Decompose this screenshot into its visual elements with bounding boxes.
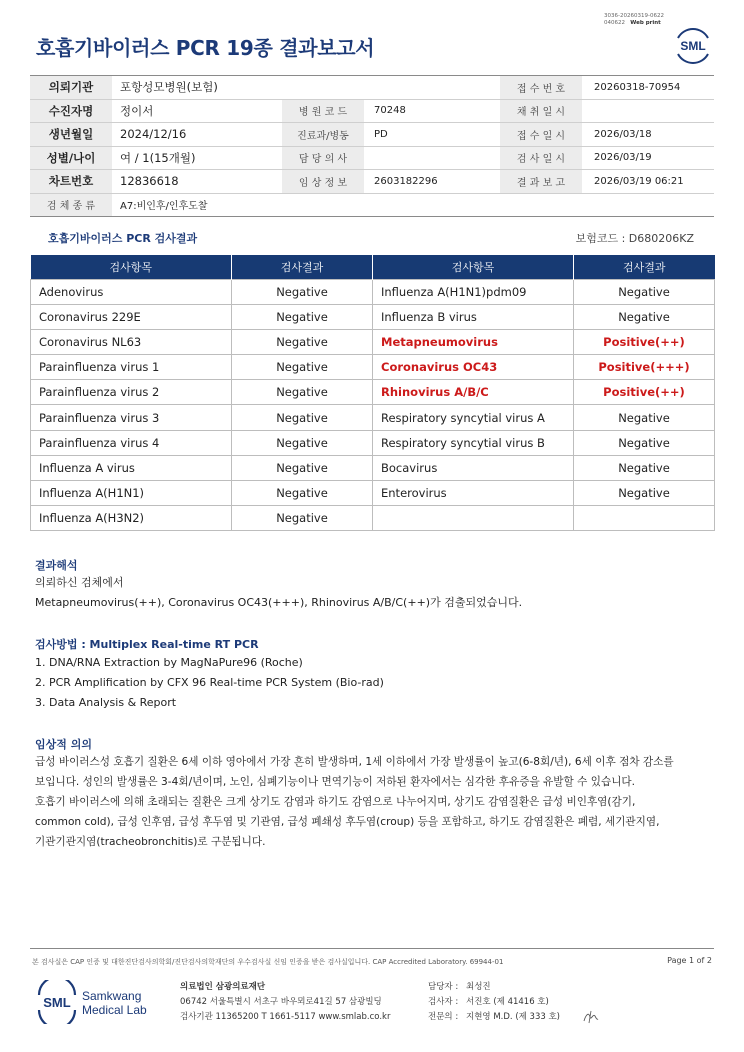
test-result: Negative [574, 481, 715, 506]
table-row [31, 355, 715, 380]
test-item: Parainfluenza virus 1 [31, 355, 232, 380]
method-step: 2. PCR Amplification by CFX 96 Real-time PCR System (Bio-rad) [35, 676, 384, 689]
interpretation-title: 결과해석 [35, 559, 78, 572]
test-result: Negative [574, 279, 715, 304]
test-item: Metapneumovirus [373, 329, 574, 354]
clinical-significance-line: common cold), 급성 인후염, 급성 후두염 및 기관염, 급성 폐쇄성 후두염(croup) 등을 포함하고, 하기도 감염질환은 폐렴, 세기관지염, [35, 816, 660, 828]
test-item: Influenza B virus [373, 304, 574, 329]
method-title: 검사방법 : Multiplex Real-time RT PCR [35, 638, 259, 651]
info-row [30, 170, 714, 194]
test-item: Parainfluenza virus 3 [31, 405, 232, 430]
test-result: Negative [232, 405, 373, 430]
table-row [31, 279, 715, 304]
insurance-code: 보험코드 : D680206KZ [575, 232, 694, 245]
test-result: Negative [232, 304, 373, 329]
test-item: Enterovirus [373, 481, 574, 506]
info-row [30, 147, 714, 171]
table-row [31, 329, 715, 354]
specimen-value: A7:비인후/인후도찰 [120, 201, 208, 212]
clinical-info-label: 임 상 정 보 [282, 170, 364, 193]
test-result: Negative [232, 430, 373, 455]
hospital-value: 포항성모병원(보험) [120, 80, 218, 95]
receipt-date-value: 2026/03/18 [594, 128, 652, 140]
table-row [31, 405, 715, 430]
clinical-significance-title: 임상적 의의 [35, 738, 92, 751]
test-result [574, 506, 715, 531]
sex-age-value: 여 / 1(15개월) [120, 150, 196, 165]
test-result: Negative [232, 355, 373, 380]
organization-info [180, 980, 390, 1025]
table-row [31, 455, 715, 480]
interpretation-line: Metapneumovirus(++), Coronavirus OC43(+++), Rhinovirus A/B/C(++)가 검출되었습니다. [35, 596, 523, 609]
test-result: Positive(++) [574, 380, 715, 405]
accreditation-note: 본 검사실은 CAP 인증 및 대한진단검사의학회/진단검사의학재단의 우수검사실 신임 인증을 받은 검사실입니다. CAP Accredited Laboratory. 69944-01 [32, 958, 504, 966]
receipt-no-label: 접 수 번 호 [500, 76, 582, 99]
staff-row: 담당자 : 최성진 [428, 982, 491, 992]
info-row [30, 76, 714, 100]
hospital-label: 의뢰기관 [30, 76, 112, 99]
chart-label: 차트번호 [30, 170, 112, 193]
test-result: Positive(+++) [574, 355, 715, 380]
test-result: Negative [232, 329, 373, 354]
clinical-significance-line: 호흡기 바이러스에 의해 초래되는 질환은 크게 상기도 감염과 하기도 감염으로 나누어지며, 상기도 감염질환은 급성 비인후염(감기, [35, 796, 636, 808]
svg-text:Samkwang: Samkwang [82, 989, 142, 1003]
results-table [30, 255, 715, 531]
footer-divider [30, 948, 714, 949]
table-row [31, 380, 715, 405]
test-item: Influenza A(H1N1)pdm09 [373, 279, 574, 304]
test-item: Influenza A(H1N1) [31, 481, 232, 506]
test-item: Coronavirus NL63 [31, 329, 232, 354]
test-result: Positive(++) [574, 329, 715, 354]
receipt-no-value: 20260318-70954 [594, 81, 681, 93]
test-item: Parainfluenza virus 4 [31, 430, 232, 455]
patient-label: 수진자명 [30, 100, 112, 123]
samkwang-logo-icon [36, 980, 156, 1024]
svg-text:Medical Lab: Medical Lab [82, 1003, 147, 1017]
test-item [373, 506, 574, 531]
birth-label: 생년월일 [30, 123, 112, 146]
doctor-label: 담 당 의 사 [282, 147, 364, 170]
birth-value: 2024/12/16 [120, 127, 187, 142]
info-row [30, 123, 714, 147]
doctor-value [366, 147, 500, 170]
test-date-value: 2026/03/19 [594, 152, 652, 164]
svg-text:SML: SML [680, 39, 706, 53]
results-header-row [31, 255, 715, 279]
table-row [31, 430, 715, 455]
report-label: 결 과 보 고 [500, 170, 582, 193]
test-result: Negative [232, 279, 373, 304]
test-result: Negative [574, 430, 715, 455]
test-item: Bocavirus [373, 455, 574, 480]
column-header: 검사결과 [232, 255, 373, 279]
clinical-significance-line: 기관기관지염(tracheobronchitis)로 구분됩니다. [35, 836, 266, 848]
test-item: Parainfluenza virus 2 [31, 380, 232, 405]
test-item: Influenza A virus [31, 455, 232, 480]
info-row [30, 100, 714, 124]
column-header: 검사항목 [373, 255, 574, 279]
results-section-title: 호흡기바이러스 PCR 검사결과 [48, 232, 198, 245]
org-name: 의료법인 삼광의료재단 [180, 982, 266, 992]
info-row [30, 194, 714, 217]
test-item: Coronavirus 229E [31, 304, 232, 329]
test-result: Negative [232, 455, 373, 480]
test-result: Negative [574, 405, 715, 430]
signature-icon [582, 1008, 600, 1026]
collect-value [586, 100, 714, 123]
test-item: Adenovirus [31, 279, 232, 304]
interpretation-line: 의뢰하신 검체에서 [35, 576, 124, 589]
dept-label: 진료과/병동 [282, 123, 364, 146]
chart-value: 12836618 [120, 174, 179, 189]
patient-value: 정이서 [120, 103, 154, 118]
column-header: 검사결과 [574, 255, 715, 279]
document-code: 3036-20260319-0622 040622 Web print [604, 13, 664, 26]
clinical-significance-line: 급성 바이러스성 호흡기 질환은 6세 이하 영아에서 가장 흔히 발생하며, 1세 이하에서 가장 발생률이 높고(6-8회/년), 6세 이후 점차 감소를 [35, 756, 674, 768]
receipt-date-label: 접 수 일 시 [500, 123, 582, 146]
staff-row: 검사자 : 서진호 (제 41416 호) [428, 997, 549, 1007]
sml-logo-icon [672, 24, 714, 66]
table-row [31, 506, 715, 531]
clinical-info-value: 2603182296 [374, 175, 438, 187]
clinical-significance-line: 보입니다. 성인의 발생률은 3-4회/년이며, 노인, 심폐기능이나 면역기능이 저하된 환자에서는 심각한 후유증을 유발할 수 있습니다. [35, 776, 636, 788]
test-item: Coronavirus OC43 [373, 355, 574, 380]
page-title: 호흡기바이러스 PCR 19종 결과보고서 [36, 36, 375, 60]
ward-code-label: 병 원 코 드 [282, 100, 364, 123]
page-number: Page 1 of 2 [667, 956, 712, 965]
test-item: Influenza A(H3N2) [31, 506, 232, 531]
test-item: Respiratory syncytial virus A [373, 405, 574, 430]
test-result: Negative [232, 506, 373, 531]
patient-info-table [30, 75, 714, 217]
table-row [31, 481, 715, 506]
specimen-label: 검 체 종 류 [30, 194, 112, 216]
report-value: 2026/03/19 06:21 [594, 175, 684, 187]
sex-age-label: 성별/나이 [30, 147, 112, 170]
method-step: 3. Data Analysis & Report [35, 696, 177, 709]
test-item: Rhinovirus A/B/C [373, 380, 574, 405]
test-result: Negative [574, 455, 715, 480]
collect-label: 채 취 일 시 [500, 100, 582, 123]
test-result: Negative [574, 304, 715, 329]
org-contact: 검사기관 11365200 T 1661-5117 www.smlab.co.kr [180, 1012, 391, 1022]
org-address: 06742 서울특별시 서초구 바우뫼로41길 57 삼광빌딩 [180, 997, 382, 1007]
staff-row: 전문의 : 지현영 M.D. (제 333 호) [428, 1012, 561, 1022]
staff-info [428, 980, 560, 1025]
test-result: Negative [232, 380, 373, 405]
method-step: 1. DNA/RNA Extraction by MagNaPure96 (Roche) [35, 656, 303, 669]
test-item: Respiratory syncytial virus B [373, 430, 574, 455]
ward-code-value: 70248 [374, 105, 406, 117]
table-row [31, 304, 715, 329]
test-date-label: 검 사 일 시 [500, 147, 582, 170]
test-result: Negative [232, 481, 373, 506]
column-header: 검사항목 [31, 255, 232, 279]
dept-value: PD [374, 128, 388, 140]
svg-text:SML: SML [43, 995, 71, 1010]
